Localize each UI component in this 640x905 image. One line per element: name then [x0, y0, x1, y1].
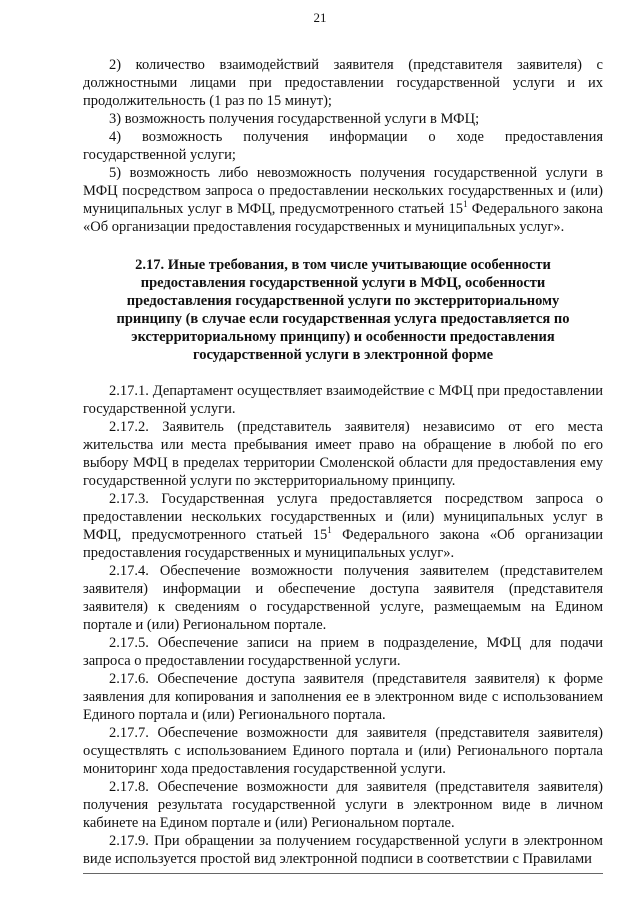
superscript: 1 [327, 525, 332, 535]
paragraph-text: 5) возможность либо невозможность получения государственной услуги в МФЦ посредством запроса о предоставлении нескольких государственных и (или) муниципальных услуг в МФЦ, предусмотренного статьей 15 [83, 165, 603, 217]
paragraph-item-2: 2) количество взаимодействий заявителя (представителя заявителя) с должностными лицами при предоставлении государственной услуги и их продолжительность (1 раз по 15 минут); [83, 57, 603, 109]
paragraph-item-5 [83, 164, 603, 236]
paragraph-2-17-4: 2.17.4. Обеспечение возможности получения заявителем (представителем заявителя) информации и обеспечение доступа заявителя (представителя заявителя) к сведениям о государственной услуге, размещаемым на Едином портале и (или) Региональном портале. [83, 563, 603, 633]
paragraph-text: Федерального закона «Об организации предоставления государственных и муниципальных услуг». [83, 201, 603, 235]
paragraph-2-17-3 [83, 490, 603, 562]
paragraph-text: Федерального закона «Об организации предоставления государственных и муниципальных услуг». [83, 527, 603, 561]
paragraph-2-17-9: 2.17.9. При обращении за получением государственной услуги в электронном виде используется простой вид электронной подписи в соответствии с Правилами [83, 833, 603, 867]
paragraph-2-17-5: 2.17.5. Обеспечение записи на прием в подразделение, МФЦ для подачи запроса о предоставлении государственной услуги. [83, 635, 603, 669]
paragraph-2-17-2: 2.17.2. Заявитель (представитель заявителя) независимо от его места жительства или места пребывания имеет право на обращение в любой по его выбору МФЦ в пределах территории Смоленской области для предоставления ему государственной услуги по экстерриториальному принципу. [83, 419, 603, 489]
paragraph-2-17-6: 2.17.6. Обеспечение доступа заявителя (представителя заявителя) к форме заявления для копирования и заполнения ее в электронном виде с использованием Единого портала и (или) Регионального портала. [83, 671, 603, 723]
paragraph-item-3: 3) возможность получения государственной услуги в МФЦ; [109, 111, 480, 127]
footer-divider [83, 873, 603, 874]
paragraph-text: 2.17.3. Государственная услуга предоставляется посредством запроса о предоставлении нескольких государственных и (или) муниципальных услуг в МФЦ, предусмотренного статьей 15 [83, 491, 603, 543]
paragraph-2-17-7: 2.17.7. Обеспечение возможности для заявителя (представителя заявителя) осуществлять с использованием Единого портала и (или) Регионального портала мониторинг хода предоставления государственной услуги. [83, 725, 603, 777]
paragraph-item-4: 4) возможность получения информации о ходе предоставления государственной услуги; [83, 129, 603, 163]
page-content [83, 56, 603, 868]
page-number: 21 [313, 10, 327, 25]
section-heading: 2.17. Иные требования, в том числе учитывающие особенности предоставления государственной услуги в МФЦ, особенности предоставления государственной услуги по экстерриториальному принципу (в случае если государственная услуга предоставляется по экстерриториальному принципу) и особенности предоставления государственной услуги в электронной форме [116, 257, 570, 363]
superscript: 1 [463, 199, 468, 209]
paragraph-2-17-1: 2.17.1. Департамент осуществляет взаимодействие с МФЦ при предоставлении государственной услуги. [83, 383, 603, 417]
paragraph-2-17-8: 2.17.8. Обеспечение возможности для заявителя (представителя заявителя) получения результата государственной услуги в электронном виде в личном кабинете на Едином портале и (или) Региональном портале. [83, 779, 603, 831]
